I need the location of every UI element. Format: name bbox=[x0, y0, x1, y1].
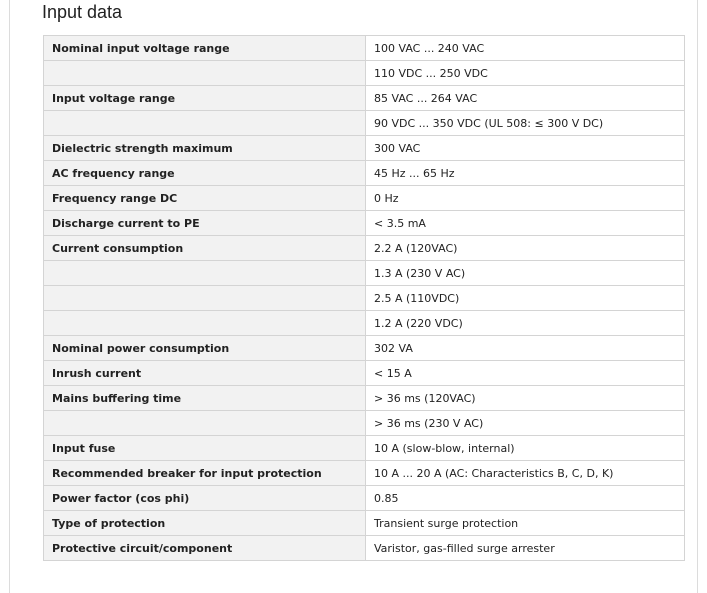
row-label bbox=[44, 411, 366, 436]
row-label: Nominal power consumption bbox=[44, 336, 366, 361]
row-value: Varistor, gas-filled surge arrester bbox=[366, 536, 685, 561]
table-row bbox=[44, 311, 685, 336]
input-data-table bbox=[43, 35, 685, 561]
table-row bbox=[44, 86, 685, 111]
row-label: Input fuse bbox=[44, 436, 366, 461]
row-value: 90 VDC ... 350 VDC (UL 508: ≤ 300 V DC) bbox=[366, 111, 685, 136]
table-row bbox=[44, 261, 685, 286]
table-row bbox=[44, 486, 685, 511]
table-row bbox=[44, 211, 685, 236]
row-label: Nominal input voltage range bbox=[44, 36, 366, 61]
table-row bbox=[44, 386, 685, 411]
row-label: Type of protection bbox=[44, 511, 366, 536]
row-value: < 3.5 mA bbox=[366, 211, 685, 236]
table-row bbox=[44, 111, 685, 136]
table-row bbox=[44, 161, 685, 186]
row-label bbox=[44, 111, 366, 136]
table-row bbox=[44, 436, 685, 461]
row-label: Power factor (cos phi) bbox=[44, 486, 366, 511]
row-value: 300 VAC bbox=[366, 136, 685, 161]
row-label: Discharge current to PE bbox=[44, 211, 366, 236]
row-value: > 36 ms (230 V AC) bbox=[366, 411, 685, 436]
table-row bbox=[44, 286, 685, 311]
row-value: 45 Hz ... 65 Hz bbox=[366, 161, 685, 186]
row-value: 302 VA bbox=[366, 336, 685, 361]
table-row bbox=[44, 61, 685, 86]
table-row bbox=[44, 511, 685, 536]
row-value: 100 VAC ... 240 VAC bbox=[366, 36, 685, 61]
row-value: 2.5 A (110VDC) bbox=[366, 286, 685, 311]
row-label: Frequency range DC bbox=[44, 186, 366, 211]
row-label: Input voltage range bbox=[44, 86, 366, 111]
row-label bbox=[44, 261, 366, 286]
row-value: 110 VDC ... 250 VDC bbox=[366, 61, 685, 86]
row-label: AC frequency range bbox=[44, 161, 366, 186]
table-row bbox=[44, 136, 685, 161]
row-label: Dielectric strength maximum bbox=[44, 136, 366, 161]
row-value: > 36 ms (120VAC) bbox=[366, 386, 685, 411]
table-row bbox=[44, 411, 685, 436]
row-label: Protective circuit/component bbox=[44, 536, 366, 561]
row-value: 1.3 A (230 V AC) bbox=[366, 261, 685, 286]
row-value: 10 A ... 20 A (AC: Characteristics B, C, D, K) bbox=[366, 461, 685, 486]
row-value: 1.2 A (220 VDC) bbox=[366, 311, 685, 336]
row-label: Inrush current bbox=[44, 361, 366, 386]
table-row bbox=[44, 536, 685, 561]
table-row bbox=[44, 236, 685, 261]
row-label bbox=[44, 286, 366, 311]
row-label bbox=[44, 311, 366, 336]
table-row bbox=[44, 36, 685, 61]
table-row bbox=[44, 336, 685, 361]
row-value: Transient surge protection bbox=[366, 511, 685, 536]
section-title: Input data bbox=[42, 2, 123, 22]
row-label: Mains buffering time bbox=[44, 386, 366, 411]
table-row bbox=[44, 186, 685, 211]
row-label: Current consumption bbox=[44, 236, 366, 261]
table-row bbox=[44, 461, 685, 486]
row-value: < 15 A bbox=[366, 361, 685, 386]
row-value: 85 VAC ... 264 VAC bbox=[366, 86, 685, 111]
table-row bbox=[44, 361, 685, 386]
row-label: Recommended breaker for input protection bbox=[44, 461, 366, 486]
row-value: 10 A (slow-blow, internal) bbox=[366, 436, 685, 461]
row-label bbox=[44, 61, 366, 86]
row-value: 0 Hz bbox=[366, 186, 685, 211]
row-value: 0.85 bbox=[366, 486, 685, 511]
row-value: 2.2 A (120VAC) bbox=[366, 236, 685, 261]
